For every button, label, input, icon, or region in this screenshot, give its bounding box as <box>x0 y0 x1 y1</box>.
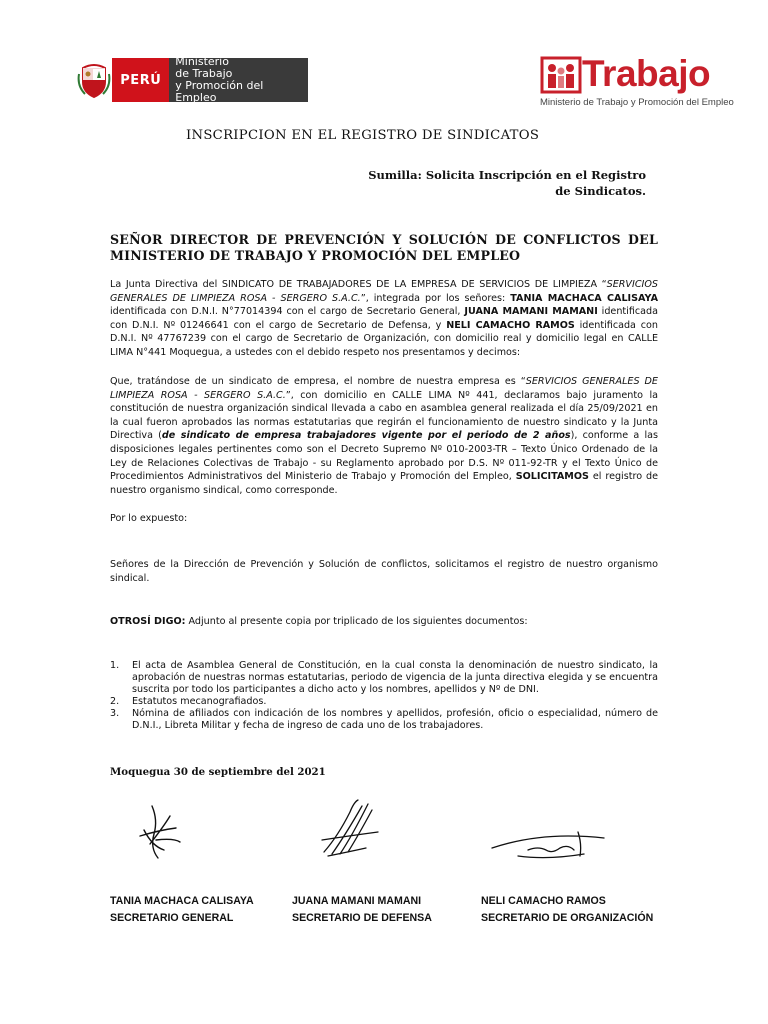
text-run: ”, integrada por los señores: <box>360 292 511 304</box>
signer-2 <box>292 893 432 927</box>
text-run: identificada con D.N.I. N°77014394 con el cargo de Secretario General, <box>110 306 465 318</box>
signature-3 <box>488 826 608 864</box>
text-run: Que, tratándose de un sindicato de empresa, el nombre de nuestra empresa es “ <box>110 376 526 387</box>
declaration-paragraph <box>110 375 658 497</box>
company-name: SERVICIOS GENERALES DE LIMPIEZA ROSA - SERGERO S.A.C. <box>110 279 658 304</box>
list-number: 1. <box>110 660 120 671</box>
validity-period: de sindicato de empresa trabajadores vigente por el periodo de 2 años <box>161 430 571 442</box>
ministry-line-2: de Trabajo <box>175 67 233 80</box>
list-item <box>110 660 658 696</box>
request-keyword: SOLICITAMOS <box>515 471 589 483</box>
text-run: ), conforme a las disposiciones legales pertinentes como son el Decreto Supremo Nº 010-2003-TR – Texto Único Ordenado de la Ley de Relaciones Colectivas de Trabajo - su Reglamento aprobado por D.S. Nº 011-92-TR y el Texto Único de Procedimientos Administrativos del Ministerio de Trabajo y Promoción del Empleo, <box>110 430 659 483</box>
list-number: 3. <box>110 708 120 719</box>
list-number: 2. <box>110 696 120 707</box>
por-lo-expuesto: Por lo expuesto: <box>110 513 188 524</box>
trabajo-subtitle: Ministerio de Trabajo y Promoción del Empleo <box>540 97 734 108</box>
company-name: SERVICIOS GENERALES DE LIMPIEZA ROSA - SERGERO S.A.C. <box>110 376 658 401</box>
member-name: TANIA MACHACA CALISAYA <box>510 292 658 304</box>
trabajo-wordmark: Trabajo <box>582 53 711 94</box>
coat-of-arms-icon <box>76 58 112 102</box>
ministry-line-1: Ministerio <box>175 55 229 68</box>
signer-name: JUANA MAMANI MAMANI <box>292 895 422 907</box>
addressee: SEÑOR DIRECTOR DE PREVENCIÓN Y SOLUCIÓN DE CONFLICTOS DEL MINISTERIO DE TRABAJO Y PROMOCIÓN DEL EMPLEO <box>110 232 658 263</box>
otrosi-line <box>110 615 658 629</box>
otrosi-text: Adjunto al presente copia por triplicado de los siguientes documentos: <box>185 616 528 627</box>
signer-role: SECRETARIO DE ORGANIZACIÓN <box>481 912 654 924</box>
ministry-name <box>169 55 308 104</box>
signer-role: SECRETARIO DE DEFENSA <box>292 912 432 924</box>
signer-1 <box>110 893 254 927</box>
signer-3 <box>481 893 653 927</box>
list-text: El acta de Asamblea General de Constitución, en la cual consta la denominación de nuestro sindicato, la aprobación de nuestras normas estatutarias, periodo de vigencia de la junta directiva elegida y se encuentra suscrita por todo los participantes a dicho acto y los nombres, apellidos y Nº de DNI. <box>132 660 658 695</box>
text-run: ”, con domicilio en CALLE LIMA Nº 441, declaramos bajo juramento la constitución de nuestra organización sindical llevada a cabo en asamblea general realizada el día 25/09/2021 en la cual fueron aprobados las normas estatutarias que regirán el funcionamiento de nuestro sindicato y la Junta Directiva ( <box>110 389 658 442</box>
documents-list <box>110 660 658 732</box>
peru-label: PERÚ <box>112 58 169 102</box>
text-run: identificada con D.N.I. Nº 01246641 con el cargo de Secretario de Defensa, y <box>110 306 658 331</box>
text-run: La Junta Directiva del SINDICATO DE TRABAJADORES DE LA EMPRESA DE SERVICIOS DE LIMPIEZA “ <box>110 279 607 290</box>
signer-name: NELI CAMACHO RAMOS <box>481 895 606 907</box>
text-run: identificada con D.N.I. Nº 47767239 con el cargo de Secretario de Organización, con domicilio real y domicilio legal en CALLE LIMA N°441 Moquegua, a ustedes con el debido respeto nos presentamos y decimos: <box>110 319 658 358</box>
member-name: NELI CAMACHO RAMOS <box>446 319 575 331</box>
intro-paragraph <box>110 278 658 360</box>
trabajo-logo <box>540 53 734 112</box>
list-item <box>110 708 658 732</box>
otrosi-label: OTROSÍ DIGO: <box>110 616 186 627</box>
member-name: JUANA MAMANI MAMANI <box>464 306 598 318</box>
list-text: Nómina de afiliados con indicación de los nombres y apellidos, profesión, oficio o especialidad, número de D.N.I., Libreta Militar y fecha de ingreso de cada uno de los trabajadores. <box>132 708 658 731</box>
signer-name: TANIA MACHACA CALISAYA <box>110 895 254 907</box>
signer-role: SECRETARIO GENERAL <box>110 912 234 924</box>
request-paragraph: Señores de la Dirección de Prevención y Solución de conflictos, solicitamos el registro de nuestro organismo sindical. <box>110 559 658 584</box>
list-text: Estatutos mecanografiados. <box>132 696 267 707</box>
signature-2 <box>318 796 382 862</box>
sumilla: Sumilla: Solicita Inscripción en el Registro de Sindicatos. <box>368 168 646 198</box>
list-item <box>110 696 658 708</box>
ministry-logo-left <box>76 55 308 104</box>
ministry-line-3: y Promoción del Empleo <box>175 79 264 104</box>
date-line: Moquegua 30 de septiembre del 2021 <box>110 766 326 778</box>
document-title: INSCRIPCION EN EL REGISTRO DE SINDICATOS <box>186 128 540 143</box>
signature-1 <box>130 800 190 864</box>
text-run: el registro de nuestro organismo sindical, como corresponde. <box>110 471 659 496</box>
people-icon <box>540 56 582 94</box>
